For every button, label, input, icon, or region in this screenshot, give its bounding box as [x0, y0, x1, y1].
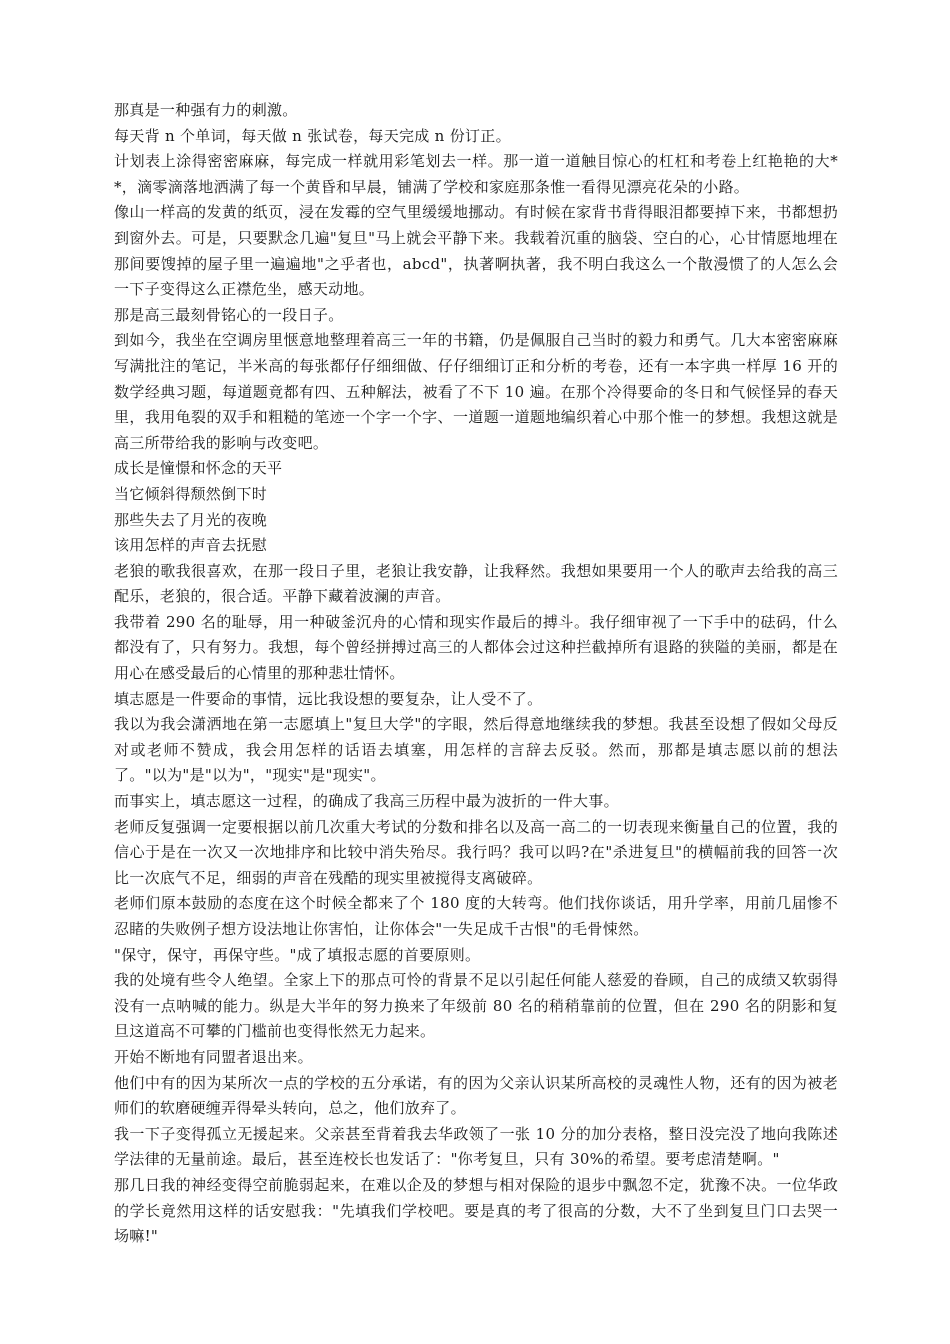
paragraph: 他们中有的因为某所次一点的学校的五分承诺，有的因为父亲认识某所高校的灵魂性人物，还有的因为被老师们的软磨硬缠弄得晕头转向，总之，他们放弃了。 [114, 1073, 838, 1118]
paragraph: 老狼的歌我很喜欢，在那一段日子里，老狼让我安静，让我释然。我想如果要用一个人的歌声去给我的高三配乐，老狼的，很合适。平静下藏着波澜的声音。 [114, 561, 838, 606]
paragraph: 我一下子变得孤立无援起来。父亲甚至背着我去华政领了一张 10 分的加分表格，整日没完没了地向我陈述学法律的无量前途。最后，甚至连校长也发话了："你考复旦，只有 30%的希望。要考虑清楚啊。" [114, 1124, 838, 1169]
paragraph: 计划表上涂得密密麻麻，每完成一样就用彩笔划去一样。那一道一道触目惊心的杠杠和考卷上红艳艳的大**，滴零滴落地洒满了每一个黄昏和早晨，铺满了学校和家庭那条惟一看得见漂亮花朵的小路。 [114, 152, 838, 196]
paragraph: 每天背 n 个单词，每天做 n 张试卷，每天完成 n 份订正。 [114, 126, 511, 145]
paragraph: 到如今，我坐在空调房里惬意地整理着高三一年的书籍，仍是佩服自己当时的毅力和勇气。几大本密密麻麻写满批注的笔记，半米高的每张都仔仔细细做、仔仔细细订正和分析的考卷，还有一本字典一样厚 16 开的数学经典习题，每道题竟都有四、五种解法，被看了不下 10 遍。在那个冷得要命的冬日和气候怪异的春天里，我用龟裂的双手和粗糙的笔迹一个字一个字、一道题一道题地编织着心中那个惟一的梦想。我想这就是高三所带给我的影响与改变吧。 [114, 331, 838, 452]
paragraph: 那真是一种强有力的刺激。 [114, 101, 298, 119]
paragraph: 像山一样高的发黄的纸页，浸在发霉的空气里缓缓地挪动。有时候在家背书背得眼泪都要掉下来，书都想扔到窗外去。可是，只要默念几遍"复旦"马上就会平静下来。我载着沉重的脑袋、空白的心，心甘情愿地埋在那间要馊掉的屋子里一遍遍地"之乎者也，abcd"，执著啊执著，我不明白我这么一个散漫惯了的人怎么会一下子变得这么正襟危坐，感天动地。 [114, 203, 839, 299]
paragraph: "保守，保守，再保守些。"成了填报志愿的首要原则。 [114, 945, 481, 964]
paragraph: 老师反复强调一定要根据以前几次重大考试的分数和排名以及高一高二的一切表现来衡量自己的位置，我的信心于是在一次又一次地排序和比较中消失殆尽。我行吗？我可以吗?在"杀进复旦"的横幅前我的回答一次比一次底气不足，细弱的声音在残酷的现实里被搅得支离破碎。 [114, 817, 838, 887]
paragraph: 而事实上，填志愿这一过程，的确成了我高三历程中最为波折的一件大事。 [114, 792, 619, 811]
poem-line: 当它倾斜得颓然倒下时 [114, 484, 268, 503]
paragraph: 那几日我的神经变得空前脆弱起来，在难以企及的梦想与相对保险的退步中飘忽不定，犹豫不决。一位华政的学长竟然用这样的话安慰我："先填我们学校吧。要是真的考了很高的分数，大不了坐到复旦门口去哭一场嘛!" [114, 1175, 838, 1246]
paragraph: 我以为我会潇洒地在第一志愿填上"复旦大学"的字眼，然后得意地继续我的梦想。我甚至设想了假如父母反对或老师不赞成，我会用怎样的话语去填塞，用怎样的言辞去反驳。然而，那都是填志愿以前的想法了。"以为"是"以为"，"现实"是"现实"。 [114, 715, 838, 785]
document-body [114, 98, 838, 1250]
paragraph: 我的处境有些令人绝望。全家上下的那点可怜的背景不足以引起任何能人慈爱的眷顾，自己的成绩又软弱得没有一点呐喊的能力。纵是大半年的努力换来了年级前 80 名的稍稍靠前的位置，但在 290 名的阴影和复旦这道高不可攀的门槛前也变得怅然无力起来。 [114, 971, 838, 1041]
paragraph: 那是高三最刻骨铭心的一段日子。 [114, 305, 344, 324]
paragraph: 填志愿是一件要命的事情，远比我设想的要复杂，让人受不了。 [114, 689, 543, 708]
poem-line: 那些失去了月光的夜晚 [114, 510, 268, 529]
paragraph: 我带着 290 名的耻辱，用一种破釜沉舟的心情和现实作最后的搏斗。我仔细审视了一下手中的砝码，什么都没有了，只有努力。我想，每个曾经拼搏过高三的人都体会过这种拦截掉所有退路的狭隘的美丽，都是在用心在感受最后的心情里的那种悲壮情怀。 [114, 612, 838, 683]
poem-line: 成长是憧憬和怀念的天平 [114, 459, 283, 478]
paragraph: 开始不断地有同盟者退出来。 [114, 1047, 313, 1066]
poem-line: 该用怎样的声音去抚慰 [114, 536, 268, 555]
paragraph: 老师们原本鼓励的态度在这个时候全都来了个 180 度的大转弯。他们找你谈话，用升学率，用前几届惨不忍睹的失败例子想方设法地让你害怕，让你体会"一失足成千古恨"的毛骨悚然。 [114, 894, 838, 938]
